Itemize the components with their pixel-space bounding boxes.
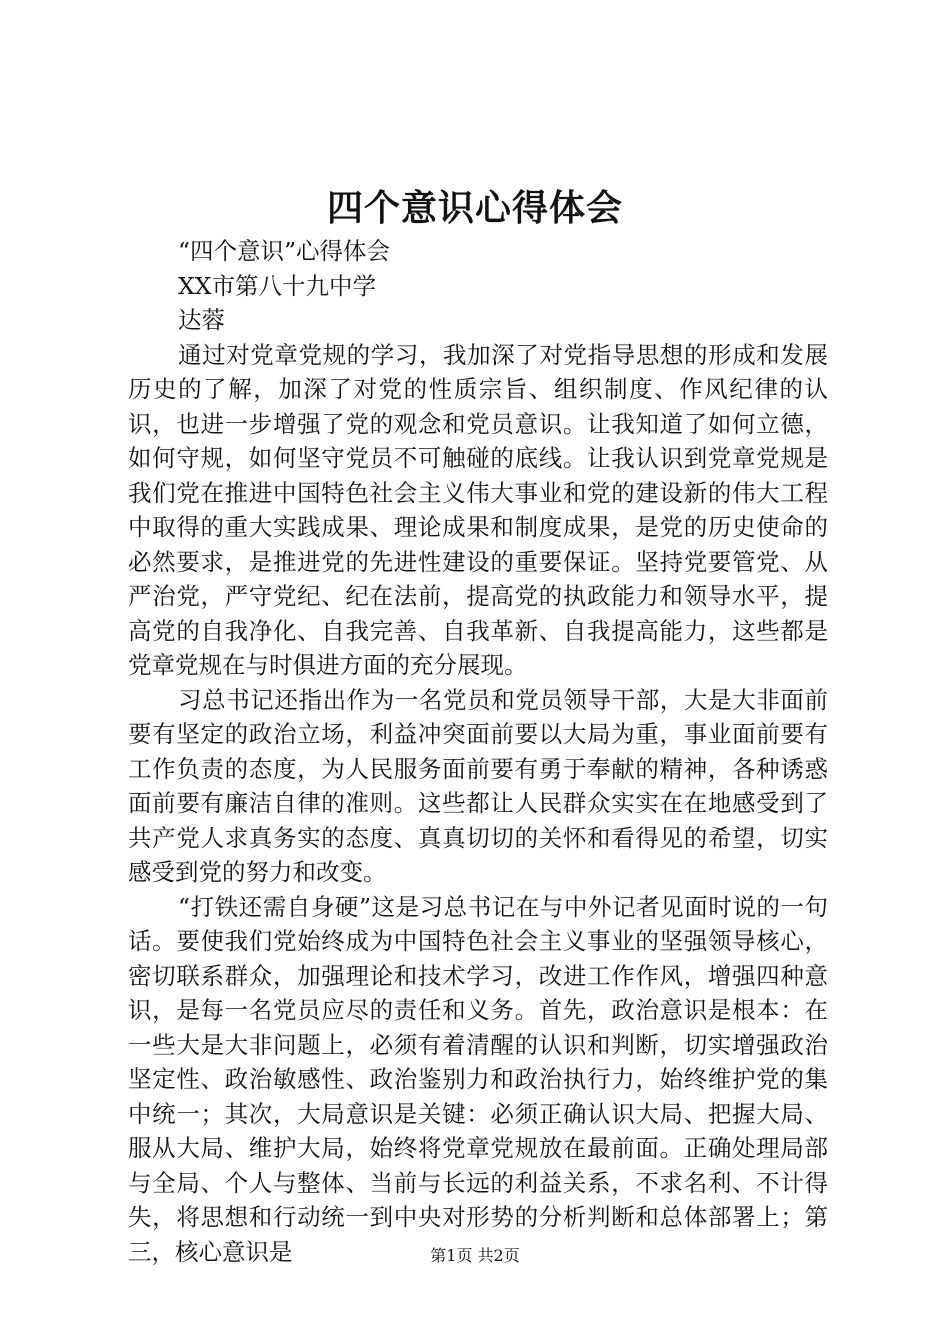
school-name: XX市第八十九中学 (178, 271, 376, 300)
body-paragraph: 习总书记还指出作为一名党员和党员领导干部，大是大非面前要有坚定的政治立场，利益冲突面前要以大局为重，事业面前要有工作负责的态度，为人民服务面前要有勇于奉献的精神，各种诱惑面前要有廉洁自律的准则。这些都让人民群众实实在在地感受到了共产党人求真务实的态度、真真切切的关怀和看得见的希望，切实感受到党的努力和改变。 (128, 685, 828, 886)
document-body (128, 234, 828, 1269)
body-paragraph: “打铁还需自身硬”这是习总书记在与中外记者见面时说的一句话。要使我们党始终成为中国特色社会主义事业的坚强领导核心，密切联系群众，加强理论和技术学习，改进工作作风，增强四种意识，是每一名党员应尽的责任和义务。首先，政治意识是根本：在一些大是大非问题上，必须有着清醒的认识和判断，切实增强政治坚定性、政治敏感性、政治鉴别力和政治执行力，始终维护党的集中统一；其次，大局意识是关键：必须正确认识大局、把握大局、服从大局、维护大局，始终将党章党规放在最前面。正确处理局部与全局、个人与整体、当前与长远的利益关系，不求名利、不计得失，将思想和行动统一到中央对形势的分析判断和总体部署上；第三，核心意识是 (128, 892, 828, 1266)
author-name: 达蓉 (178, 306, 225, 334)
document-title: 四个意识心得体会 (326, 187, 623, 229)
page-number: 第1页 共2页 (430, 1246, 520, 1265)
body-paragraph: 通过对党章党规的学习，我加深了对党指导思想的形成和发展历史的了解，加深了对党的性质宗旨、组织制度、作风纪律的认识，也进一步增强了党的观念和党员意识。让我知道了如何立德，如何守规，如何坚守党员不可触碰的底线。让我认识到党章党规是我们党在推进中国特色社会主义伟大事业和党的建设新的伟大工程中取得的重大实践成果、理论成果和制度成果，是党的历史使命的必然要求，是推进党的先进性建设的重要保证。坚持党要管党、从严治党，严守党纪、纪在法前，提高党的执政能力和领导水平，提高党的自我净化、自我完善、自我革新、自我提高能力，这些都是党章党规在与时俱进方面的充分展现。 (128, 340, 828, 679)
document-subtitle: “四个意识”心得体会 (178, 237, 391, 265)
